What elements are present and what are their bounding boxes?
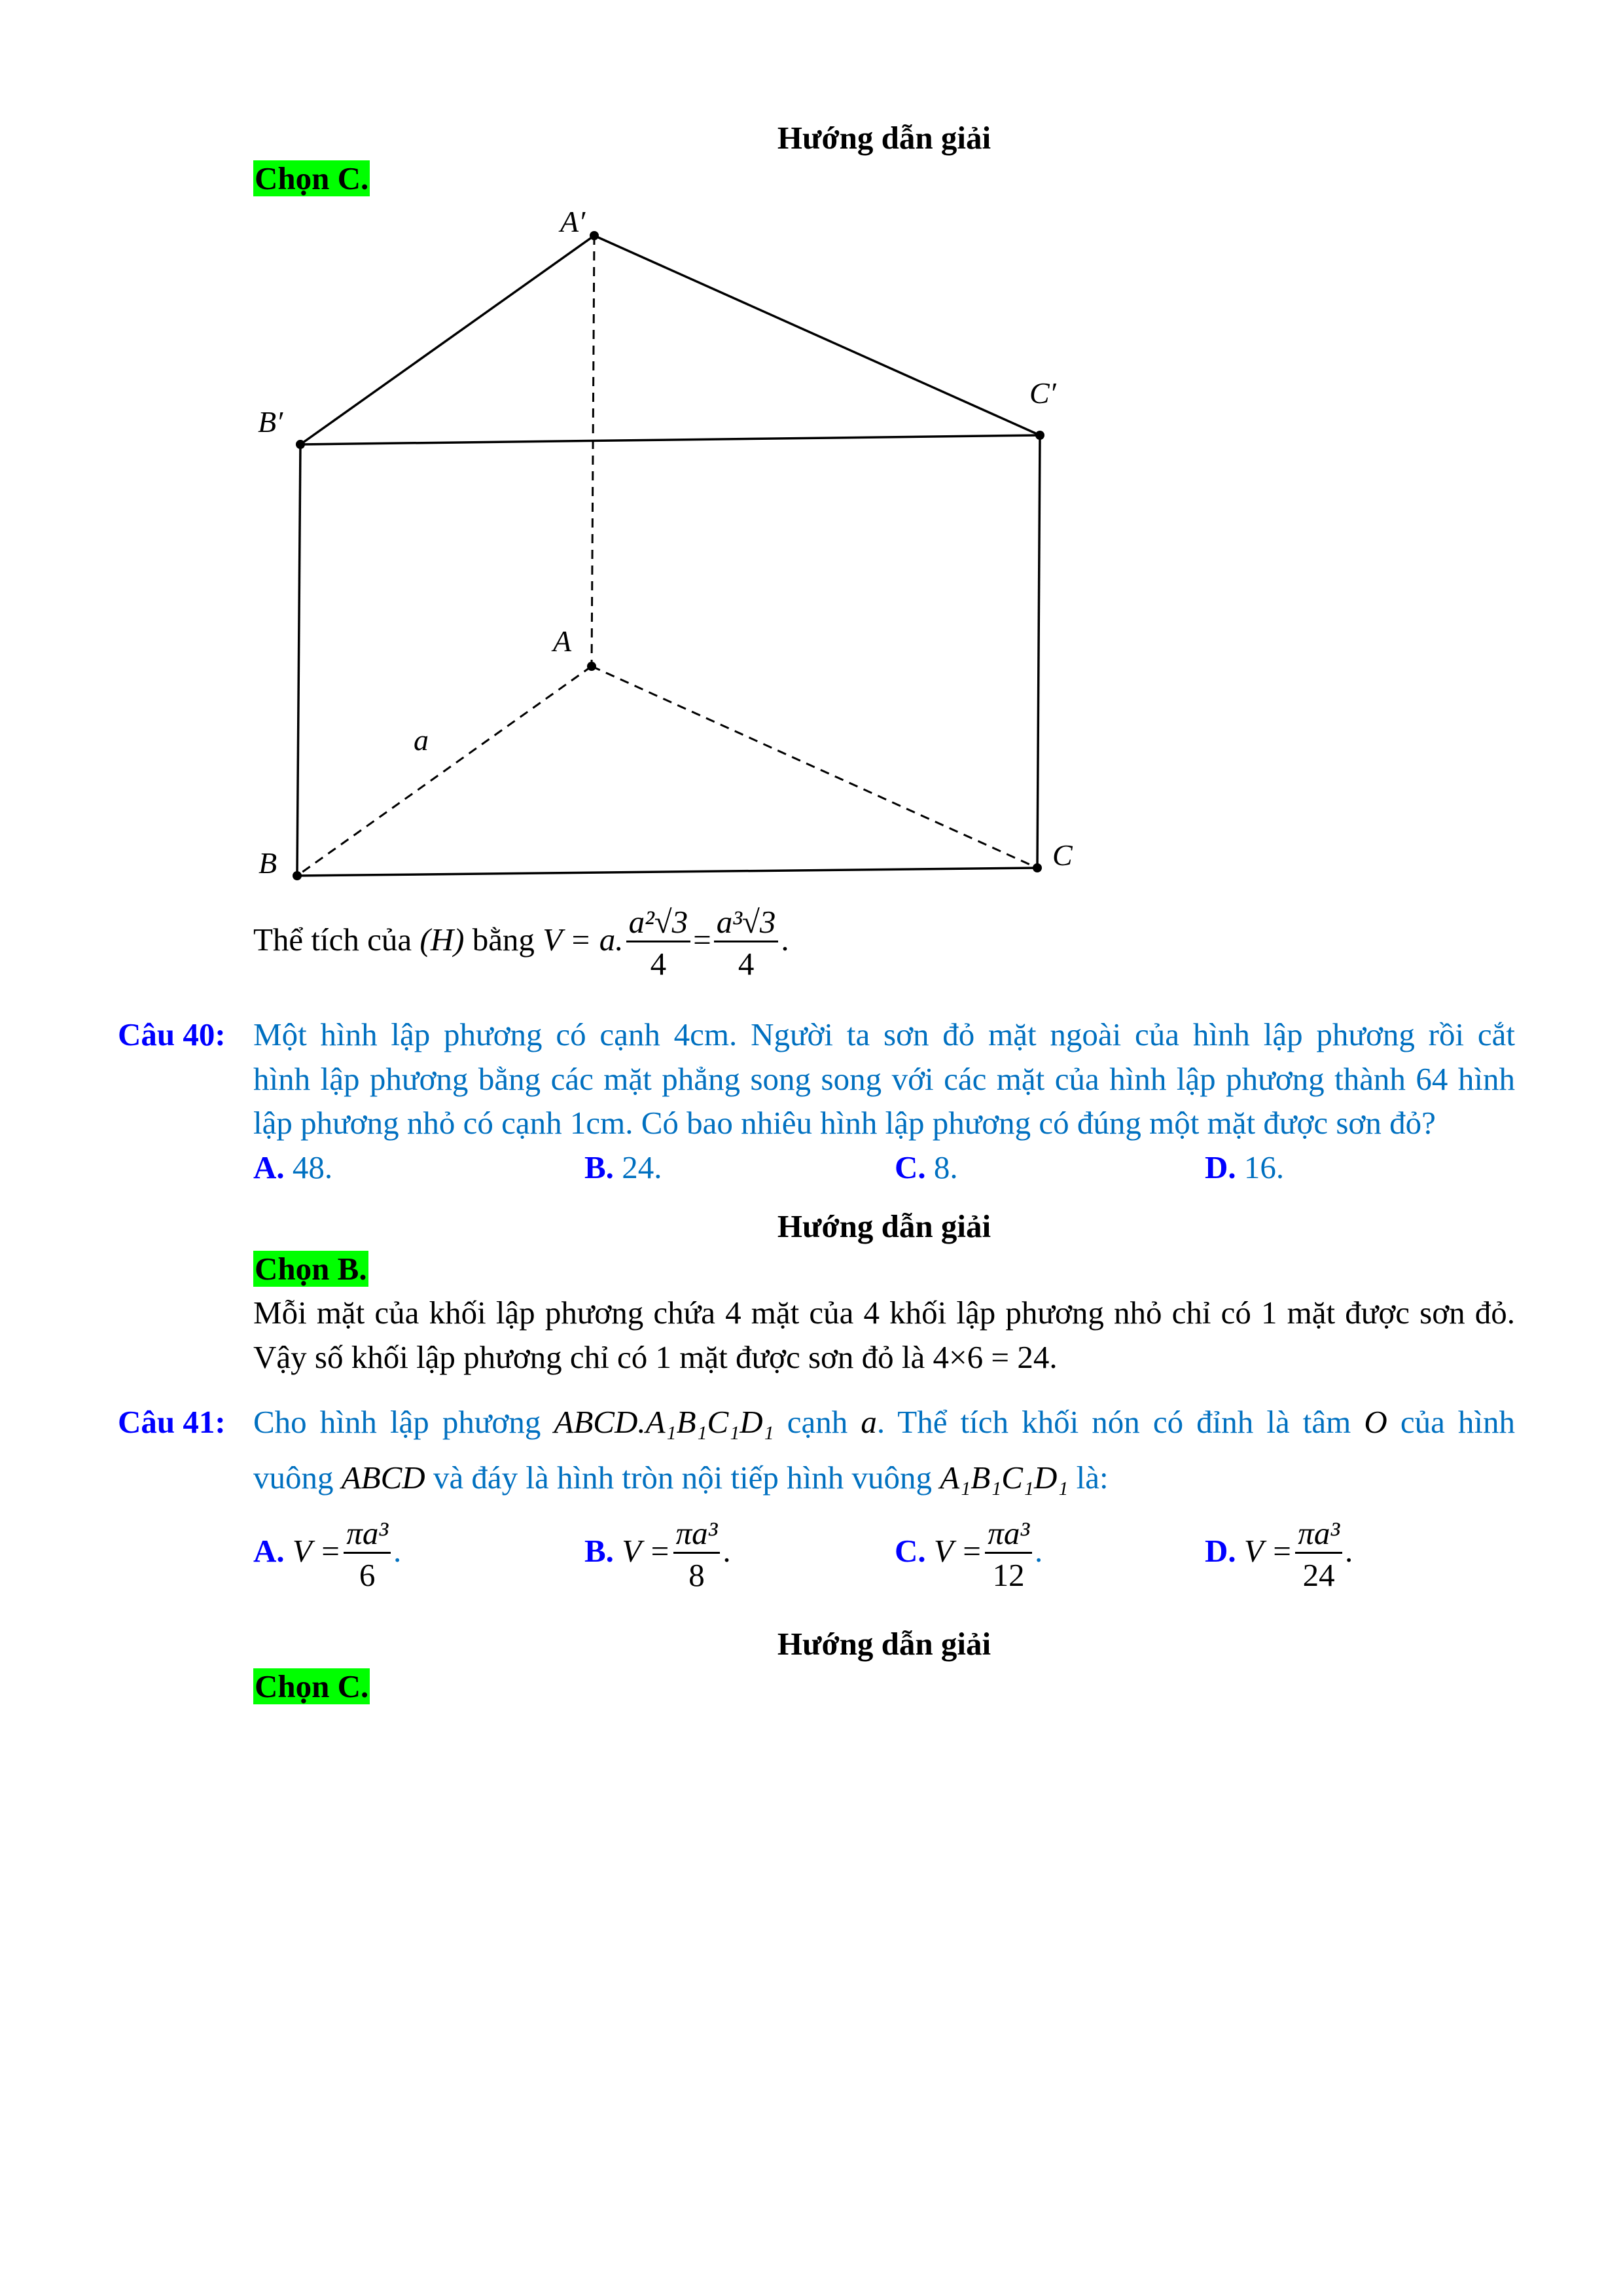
label-A1: A′ <box>560 205 586 238</box>
solution-line: Vậy số khối lập phương chỉ có 1 mặt được sơn đỏ là 4×6 = 24. <box>253 1339 1058 1375</box>
label-B: B <box>259 846 277 880</box>
question-40-line: Một hình lập phương có cạnh 4cm. Người ta sơn đỏ mặt ngoài của hình lập phương rồi cắt <box>253 1016 1515 1052</box>
edge-CC1 <box>1037 435 1040 868</box>
option-D[interactable]: D. V = $\frac{\text{πa³}}{24}$ . <box>1205 1515 1353 1593</box>
edge-B1C1 <box>300 435 1040 444</box>
volume-formula: Thể tích của (H) bằng V = a. $\frac{\text{a²√3}}{4}$ = $\frac{\text{a³√3}}{4}$ . <box>253 904 789 982</box>
answer-badge: Chọn B. <box>255 1251 367 1287</box>
label-B1: B′ <box>258 405 283 439</box>
option-A[interactable]: A. 48. <box>253 1149 333 1185</box>
solution-line: Mỗi mặt của khối lập phương chứa 4 mặt của 4 khối lập phương nhỏ chỉ có 1 mặt được sơn đỏ. <box>253 1295 1515 1331</box>
option-B[interactable]: B. V = $\frac{\text{πa³}}{8}$ . <box>584 1515 731 1593</box>
answer-badge: Chọn C. <box>255 1668 369 1704</box>
solution-heading: Hướng dẫn giải <box>777 120 991 156</box>
label-edge-a: a <box>414 723 429 757</box>
option-D[interactable]: D. 16. <box>1205 1149 1285 1185</box>
question-41-label: Câu 41: <box>118 1404 226 1440</box>
option-C[interactable]: C. V = $\frac{\text{πa³}}{12}$ . <box>895 1515 1043 1593</box>
edge-AA1 <box>592 236 594 666</box>
solution-heading: Hướng dẫn giải <box>777 1626 991 1662</box>
edge-BB1 <box>297 444 300 876</box>
option-C[interactable]: C. 8. <box>895 1149 958 1185</box>
question-41-line: vuông ABCD và đáy là hình tròn nội tiếp hình vuông A₁B₁C₁D₁ là: <box>253 1460 1109 1496</box>
edge-AB <box>297 666 592 876</box>
edge-A1C1 <box>594 236 1040 435</box>
label-A: A <box>553 624 572 658</box>
answer-badge: Chọn C. <box>255 160 369 196</box>
edge-A1B1 <box>300 236 594 444</box>
option-B[interactable]: B. 24. <box>584 1149 662 1185</box>
option-A[interactable]: A. V = $\frac{\text{πa³}}{6}$ . <box>253 1515 402 1593</box>
label-C: C <box>1052 838 1073 872</box>
solution-heading: Hướng dẫn giải <box>777 1208 991 1244</box>
question-41-line: Cho hình lập phương ABCD.A₁B₁C₁D₁ cạnh a. Thể tích khối nón có đỉnh là tâm O của hình <box>253 1404 1516 1440</box>
edge-AC <box>592 666 1037 868</box>
label-C1: C′ <box>1029 376 1056 410</box>
question-40-label: Câu 40: <box>118 1016 226 1052</box>
question-40-line: lập phương nhỏ có cạnh 1cm. Có bao nhiêu hình lập phương có đúng một mặt được sơn đỏ? <box>253 1105 1436 1141</box>
prism-figure <box>0 0 1623 929</box>
edge-BC <box>297 868 1037 876</box>
question-40-line: hình lập phương bằng các mặt phẳng song song với các mặt của hình lập phương thành 64 hình <box>253 1061 1515 1097</box>
